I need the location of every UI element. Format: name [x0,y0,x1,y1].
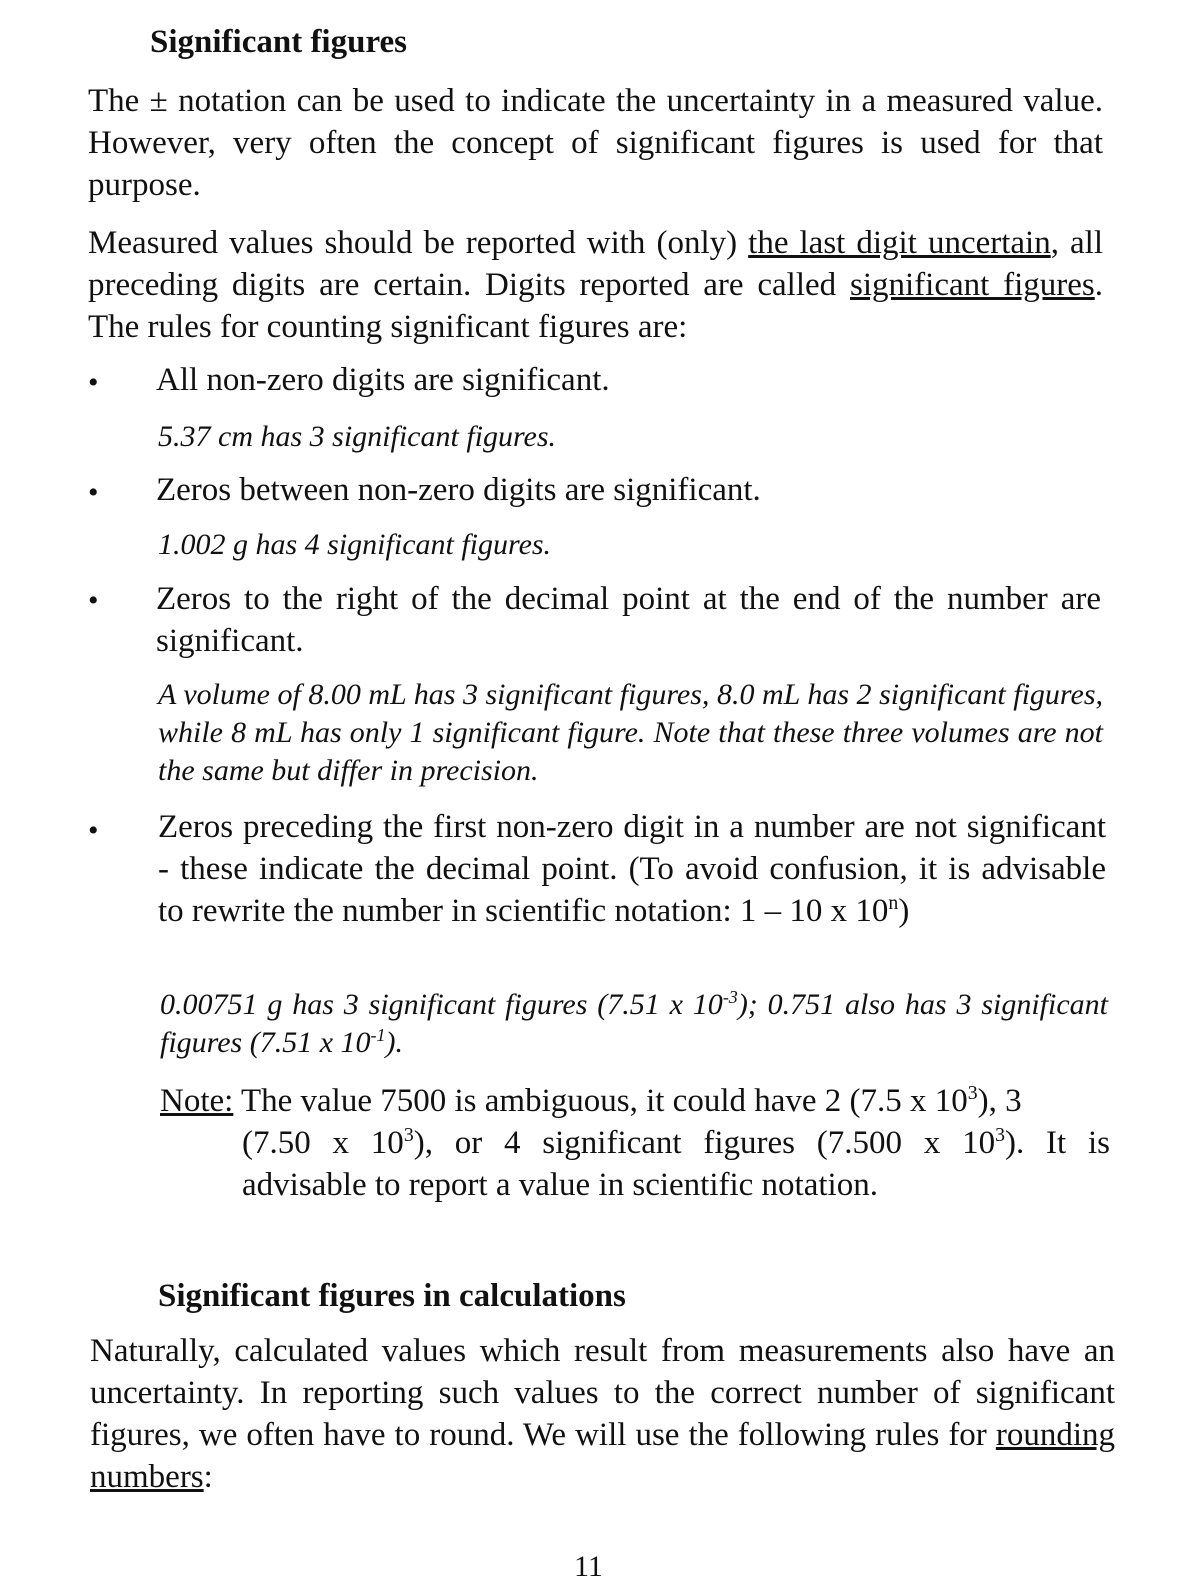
note-text-c: (7.50 x 10 [242,1125,404,1161]
exponent: 3 [967,1082,978,1104]
exponent: 3 [995,1124,1005,1146]
rule-4-text-close: ) [898,893,910,929]
bullet-icon: • [88,814,99,847]
underlined-significant-figures: significant figures [849,267,1095,303]
rule-1-example: 5.37 cm has 3 significant figures. [158,420,557,453]
underlined-last-digit-uncertain: the last digit uncertain [748,225,1051,261]
rule-4-text-main: Zeros preceding the first non-zero digit in a number are not significant - these indicate the decimal point. (To avoid confusion, it is advisable to rewrite the number in scientific notation: 1 – 10 x 10 [158,809,1106,929]
bullet-icon: • [88,476,99,509]
note-line-1 [160,1080,1110,1122]
intro-paragraph: The ± notation can be used to indicate the uncertainty in a measured value. However, very often the concept of significant figures is used for that purpose. [88,83,1103,203]
underlined-rounding-numbers: rounding numbers [90,1417,1115,1495]
note-text-e: ). It is [1005,1125,1110,1161]
rounding-text-b: : [203,1459,213,1495]
note-line-2 [160,1122,1110,1164]
reporting-text-c: . The rules for counting significant figures are: [88,267,1103,345]
rounding-text-a: Naturally, calculated values which result from measurements also have an uncertainty. In reporting such values to the correct number of significant figures, we often have to round. We will use the following rules for [90,1333,1115,1453]
rule-4-text [158,806,1106,932]
reporting-text-b: , all preceding digits are certain. Digits reported are called [88,225,1103,303]
note-text-b: ), 3 [977,1083,1022,1119]
rule-3-example: A volume of 8.00 mL has 3 significant figures, 8.0 mL has 2 significant figures, while 8 mL has only 1 significant figure. Note that these three volumes are not the same but differ in precision. [158,678,1103,787]
note-text-a: The value 7500 is ambiguous, it could have 2 (7.5 x 10 [233,1083,968,1119]
exponent: n [888,892,899,914]
reporting-paragraph [88,222,1103,348]
rule-4-example [160,986,1108,1062]
exponent: -3 [722,987,738,1007]
page-number: 11 [574,1550,603,1583]
bullet-icon: • [88,366,99,399]
bullet-icon: • [88,584,99,617]
rule-3-text: Zeros to the right of the decimal point at the end of the number are significant. [156,581,1101,659]
note-text-d: ), or 4 significant figures (7.500 x 10 [413,1125,996,1161]
exponent: -1 [370,1025,386,1045]
rule-4-example-c: ). [385,1026,404,1059]
rule-4-example-a: 0.00751 g has 3 significant figures (7.51 x 10 [160,988,723,1021]
section-heading: Significant figures in calculations [158,1278,626,1314]
note-block [160,1080,1110,1206]
rule-4-example-b: ); 0.751 also has 3 significant figures (7.51 x 10 [160,988,1108,1059]
note-line-3: advisable to report a value in scientific notation. [242,1167,878,1203]
rule-2-example: 1.002 g has 4 significant figures. [158,528,552,561]
reporting-text-a: Measured values should be reported with (only) [88,225,749,261]
rule-1-text: All non-zero digits are significant. [156,362,610,398]
exponent: 3 [403,1124,414,1146]
rounding-paragraph [90,1330,1115,1498]
note-label: Note: [160,1083,234,1119]
section-heading: Significant figures [150,24,407,60]
rule-2-text: Zeros between non-zero digits are significant. [156,472,761,508]
